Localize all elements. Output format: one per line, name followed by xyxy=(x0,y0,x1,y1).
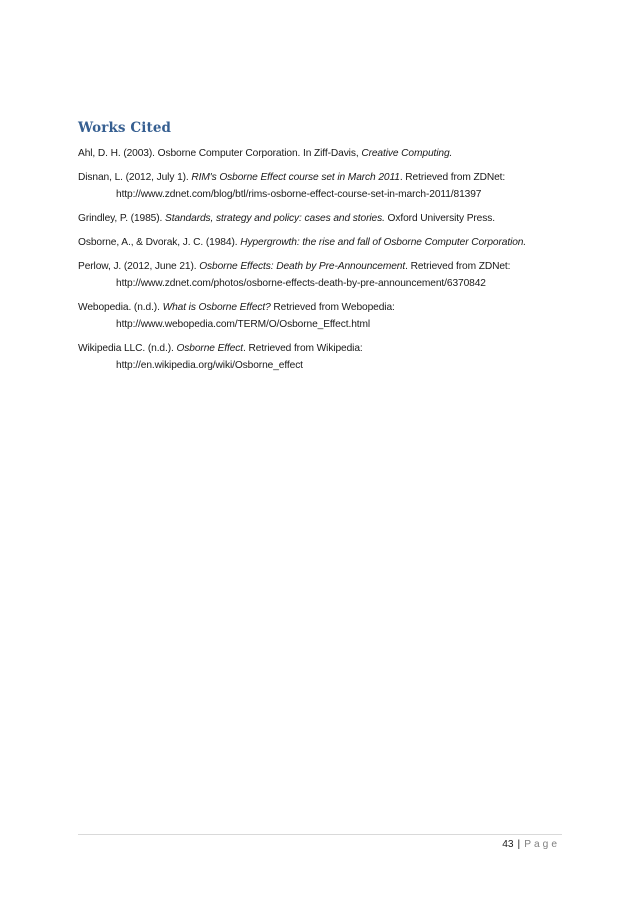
reference-citation xyxy=(78,258,568,275)
reference-url-link[interactable]: http://en.wikipedia.org/wiki/Osborne_effect xyxy=(116,360,303,371)
reference-author-text: Ahl, D. H. (2003). Osborne Computer Corporation. In Ziff-Davis, xyxy=(78,148,362,159)
reference-title: What is Osborne Effect? xyxy=(162,302,271,313)
reference-citation xyxy=(78,145,568,162)
reference-title: Osborne Effects: Death by Pre-Announcement xyxy=(199,261,406,272)
reference-citation xyxy=(78,169,568,186)
reference-entry xyxy=(78,145,568,162)
page-footer xyxy=(502,839,560,850)
reference-author-text: Wikipedia LLC. (n.d.). xyxy=(78,343,177,354)
reference-citation xyxy=(78,340,568,357)
reference-url-link[interactable]: http://www.zdnet.com/photos/osborne-effects-death-by-pre-announcement/6370842 xyxy=(116,278,486,289)
works-cited-heading: Works Cited xyxy=(78,120,172,136)
reference-entry xyxy=(78,210,568,227)
reference-author-text: Webopedia. (n.d.). xyxy=(78,302,163,313)
reference-title: RIM's Osborne Effect course set in March 2011 xyxy=(191,172,400,183)
reference-source-text: . Retrieved from ZDNet: xyxy=(405,261,511,272)
reference-url-link[interactable]: http://www.webopedia.com/TERM/O/Osborne_Effect.html xyxy=(116,319,371,330)
reference-source-text: . Retrieved from ZDNet: xyxy=(399,172,506,183)
footer-divider xyxy=(78,834,562,835)
reference-source-text: . Retrieved from Wikipedia: xyxy=(243,343,363,354)
reference-title: Hypergrowth: the rise and fall of Osborne Computer Corporation. xyxy=(240,237,527,248)
reference-title: Standards, strategy and policy: cases and stories. xyxy=(165,213,385,224)
reference-author-text: Grindley, P. (1985). xyxy=(78,213,165,224)
reference-entry xyxy=(78,258,568,292)
reference-author-text: Disnan, L. (2012, July 1). xyxy=(78,172,192,183)
page-number: 43 xyxy=(502,839,514,850)
reference-entry xyxy=(78,340,568,374)
reference-source-text: Retrieved from Webopedia: xyxy=(270,302,395,313)
reference-entry xyxy=(78,169,568,203)
reference-author-text: Perlow, J. (2012, June 21). xyxy=(78,261,200,272)
reference-citation xyxy=(78,234,568,251)
reference-entry xyxy=(78,234,568,251)
reference-url-link[interactable]: http://www.zdnet.com/blog/btl/rims-osborne-effect-course-set-in-march-2011/81397 xyxy=(116,189,482,200)
reference-list xyxy=(78,145,568,381)
reference-title: Creative Computing. xyxy=(361,148,453,159)
page-label: Page xyxy=(524,839,560,850)
reference-author-text: Osborne, A., & Dvorak, J. C. (1984). xyxy=(78,237,241,248)
reference-title: Osborne Effect xyxy=(176,343,244,354)
reference-source-text: Oxford University Press. xyxy=(384,213,495,224)
footer-separator: | xyxy=(517,839,521,850)
reference-citation xyxy=(78,299,568,316)
reference-entry xyxy=(78,299,568,333)
reference-citation xyxy=(78,210,568,227)
